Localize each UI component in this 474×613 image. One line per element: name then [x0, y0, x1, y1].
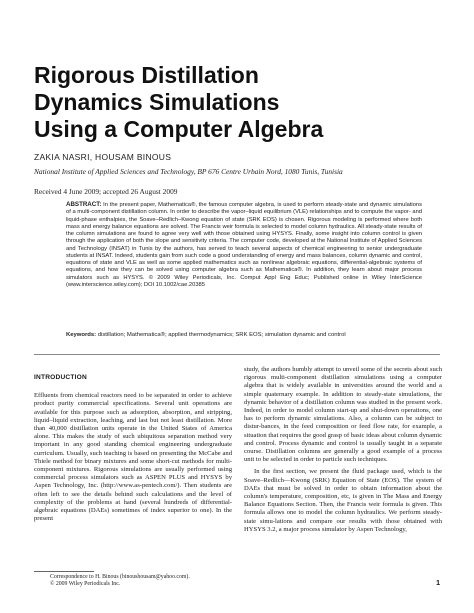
- page-number: 1: [436, 580, 440, 587]
- abstract-label: ABSTRACT:: [66, 201, 102, 208]
- authors: ZAKIA NASRI, HOUSAM BINOUS: [34, 152, 172, 162]
- footnote-divider: [34, 571, 94, 572]
- body-paragraph: In the first section, we present the fluid package used, which is the Soave–Redlich—Kwong (SRK) Equation of State (EOS). The system of DAEs that must be solved in order to obtain information about the column's temperature, composition, etc, is given in The Mass and Energy Balance Equations Section. Then, the Francis weir formula is given. This formula allows one to model the column hydraulics. We perform steady-state simu-lations and compare our results with those obtained with HYSYS 3.2, a major process simulator by Aspen Technology,: [244, 468, 442, 533]
- right-column: [244, 366, 442, 534]
- title-line: Rigorous Distillation: [34, 62, 259, 88]
- keywords-label: Keywords:: [66, 332, 97, 338]
- abstract-text: In the present paper, Mathematica®, the famous computer algebra, is used to perform steady-state and dynamic simulations of a multi-component distillation column. In order to describe the vapor–liquid equilibrium (VLE) relationships and to compute the vapor- and liquid-phase enthalpies, the Soave–Redlich–Kwong equation of state (SRK EOS) is chosen. Rigorous modeling is performed where both mass and energy balance equations are solved. The Francis weir formula is selected to model column hydraulics. All steady-state results of the column simulations are found to agree very well with those obtained using HYSYS. Finally, some insight into column control is given through the application of both the slope and sensitivity criteria. The computer code, developed at the National Institute of Applied Sciences and Technology (INSAT) in Tunis by the authors, has served to teach several aspects of chemical engineering to senior undergraduate students at INSAT. Indeed, students gain from such code a good understanding of energy and mass balances, column dynamic and control, equations of state and VLE as well as some applied mathematics such as nonlinear algebraic equations, differential-algebraic systems of equations, and how they can be solved using computer algebra such as Mathematica®. In addition, they learn about major process simulators such as HYSYS. © 2009 Wiley Periodicals, Inc. Comput Appl Eng Educ; Published online in Wiley InterScience (www.interscience.wiley.com); DOI 10.1002/cae.20385: [66, 202, 422, 288]
- affiliation: National Institute of Applied Sciences and Technology, BP 676 Centre Urbain Nord, 1080 Tunis, Tunisia: [34, 167, 343, 176]
- keywords-text: distillation; Mathematica®; applied thermodynamics; SRK EOS; simulation dynamic and control: [97, 332, 346, 338]
- title-line: Dynamics Simulations: [34, 89, 280, 115]
- paper-title: [34, 62, 444, 143]
- intro-paragraph: Effluents from chemical reactors need to be separated in order to achieve product purity commercial specifications. Several unit operations are available for this purpose such as adsorption, absorption, and stripping, liquid–liquid extraction, leaching, and last but not least distillation. More than 40,000 distillation units operate in the United States of America alone. This makes the study of such ubiquitous separation method very important in any good standing chemical engineering undergraduate curriculum. Usually, such teaching is based on presenting the McCabe and Thiele method for binary mixtures and some short-cut methods for multi-component mixtures. Rigorous simulations are usually performed using commercial process simulators such as ASPEN PLUS and HYSYS by Aspen Technology, Inc. (http://www.as-pentech.com/). Then students are often left to see the details behind such calculations and the level of complexity of the problems at hand (several hundreds of differential-algebraic equations (DAEs) sometimes of index superior to one). In the present: [34, 392, 232, 523]
- keywords: [66, 332, 426, 338]
- left-column: [34, 366, 232, 523]
- abstract: [66, 201, 422, 289]
- received-date: Received 4 June 2009; accepted 26 August 2009: [34, 187, 178, 196]
- intro-heading: INTRODUCTION: [34, 374, 87, 381]
- title-line: Using a Computer Algebra: [34, 116, 324, 142]
- section-divider: [34, 354, 440, 355]
- correspondence-footnote: Correspondence to H. Binous (binoushousam@yahoo.com). © 2009 Wiley Periodicals Inc.: [50, 574, 190, 588]
- body-paragraph: study, the authors humbly attempt to unveil some of the secrets about such rigorous multi-component distillation simulations using a computer algebra that is widely available in universities around the world and a simple quaternary example. In addition to steady-state simulations, the dynamic behavior of a distillation column was studied in the present work. Indeed, in order to model column start-up and shut-down operations, one has to perform dynamic simulations. Also, a column can be subject to distur-bances, in the feed composition or feed flow rate, for example, a situation that requires the good grasp of basic ideas about column dynamic and control. Process dynamic and control is usually taught in a separate course. Distillation columns are generally a good example of a process unit to be selected in order to particle such techniques.: [244, 366, 442, 464]
